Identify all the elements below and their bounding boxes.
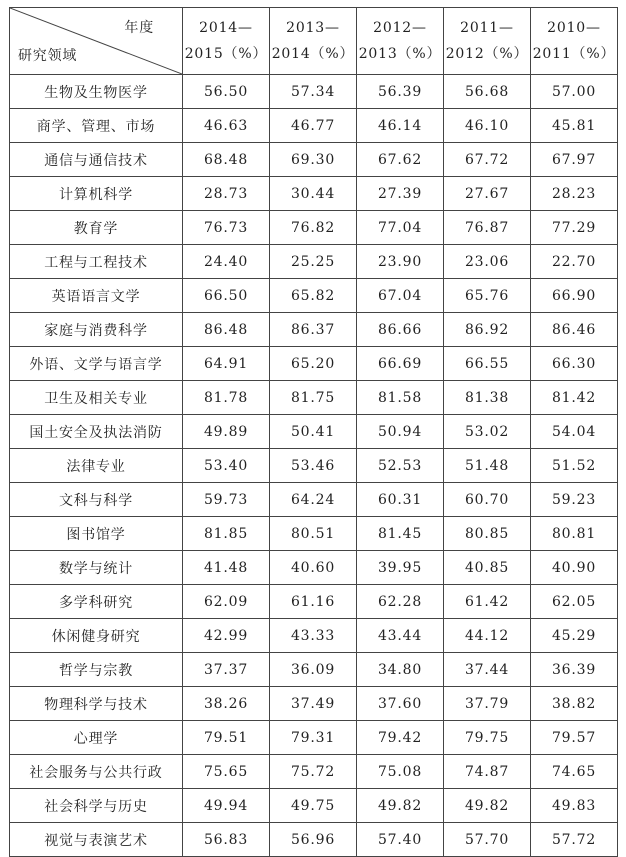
year-header-line1: 2014—: [199, 20, 253, 36]
value-cell: 66.55: [444, 347, 531, 381]
value-cell: 24.40: [183, 245, 270, 279]
value-cell: 57.34: [270, 75, 357, 109]
value-cell: 76.82: [270, 211, 357, 245]
value-cell: 56.83: [183, 823, 270, 857]
value-cell: 46.77: [270, 109, 357, 143]
header-row: [10, 8, 618, 75]
table-row: [10, 313, 618, 347]
field-name-cell: 休闲健身研究: [10, 619, 183, 653]
table-row: [10, 381, 618, 415]
table-row: [10, 177, 618, 211]
value-cell: 74.87: [444, 755, 531, 789]
data-table: [9, 7, 618, 857]
value-cell: 27.67: [444, 177, 531, 211]
field-name-cell: 多学科研究: [10, 585, 183, 619]
field-name-cell: 社会科学与历史: [10, 789, 183, 823]
table-row: [10, 279, 618, 313]
value-cell: 34.80: [357, 653, 444, 687]
field-name-cell: 法律专业: [10, 449, 183, 483]
table-row: [10, 755, 618, 789]
value-cell: 67.72: [444, 143, 531, 177]
value-cell: 51.48: [444, 449, 531, 483]
field-name-cell: 哲学与宗教: [10, 653, 183, 687]
year-header-line1: 2013—: [286, 20, 340, 36]
value-cell: 57.40: [357, 823, 444, 857]
value-cell: 57.70: [444, 823, 531, 857]
field-name-cell: 工程与工程技术: [10, 245, 183, 279]
value-cell: 59.23: [531, 483, 618, 517]
value-cell: 42.99: [183, 619, 270, 653]
year-header-2013: [270, 8, 357, 75]
table-row: [10, 143, 618, 177]
value-cell: 61.16: [270, 585, 357, 619]
value-cell: 80.81: [531, 517, 618, 551]
value-cell: 81.85: [183, 517, 270, 551]
table-row: [10, 415, 618, 449]
table-row: [10, 449, 618, 483]
field-name-cell: 数学与统计: [10, 551, 183, 585]
year-header-2014: [183, 8, 270, 75]
value-cell: 38.26: [183, 687, 270, 721]
field-name-cell: 英语语言文学: [10, 279, 183, 313]
year-header-line1: 2011—: [460, 20, 514, 36]
value-cell: 23.90: [357, 245, 444, 279]
field-name-cell: 商学、管理、市场: [10, 109, 183, 143]
value-cell: 40.90: [531, 551, 618, 585]
value-cell: 65.76: [444, 279, 531, 313]
value-cell: 56.68: [444, 75, 531, 109]
value-cell: 67.04: [357, 279, 444, 313]
value-cell: 53.46: [270, 449, 357, 483]
value-cell: 69.30: [270, 143, 357, 177]
value-cell: 22.70: [531, 245, 618, 279]
value-cell: 76.87: [444, 211, 531, 245]
value-cell: 27.39: [357, 177, 444, 211]
value-cell: 66.90: [531, 279, 618, 313]
year-header-2011: [444, 8, 531, 75]
value-cell: 38.82: [531, 687, 618, 721]
value-cell: 49.82: [357, 789, 444, 823]
value-cell: 77.29: [531, 211, 618, 245]
table-row: [10, 585, 618, 619]
value-cell: 80.85: [444, 517, 531, 551]
value-cell: 60.70: [444, 483, 531, 517]
value-cell: 49.83: [531, 789, 618, 823]
field-name-cell: 文科与科学: [10, 483, 183, 517]
value-cell: 40.85: [444, 551, 531, 585]
value-cell: 75.72: [270, 755, 357, 789]
value-cell: 44.12: [444, 619, 531, 653]
field-name-cell: 视觉与表演艺术: [10, 823, 183, 857]
value-cell: 43.33: [270, 619, 357, 653]
corner-year-label: 年度: [124, 20, 154, 36]
field-name-cell: 教育学: [10, 211, 183, 245]
value-cell: 57.72: [531, 823, 618, 857]
value-cell: 37.44: [444, 653, 531, 687]
year-header-line1: 2012—: [373, 20, 427, 36]
value-cell: 23.06: [444, 245, 531, 279]
value-cell: 61.42: [444, 585, 531, 619]
value-cell: 57.00: [531, 75, 618, 109]
value-cell: 28.23: [531, 177, 618, 211]
field-name-cell: 物理科学与技术: [10, 687, 183, 721]
value-cell: 45.81: [531, 109, 618, 143]
table-row: [10, 109, 618, 143]
value-cell: 79.75: [444, 721, 531, 755]
value-cell: 37.60: [357, 687, 444, 721]
value-cell: 65.20: [270, 347, 357, 381]
value-cell: 45.29: [531, 619, 618, 653]
corner-header-cell: [10, 8, 183, 75]
value-cell: 64.24: [270, 483, 357, 517]
table-row: [10, 789, 618, 823]
value-cell: 66.30: [531, 347, 618, 381]
table-row: [10, 211, 618, 245]
value-cell: 53.02: [444, 415, 531, 449]
field-name-cell: 外语、文学与语言学: [10, 347, 183, 381]
value-cell: 36.09: [270, 653, 357, 687]
table-row: [10, 653, 618, 687]
value-cell: 81.45: [357, 517, 444, 551]
table-row: [10, 551, 618, 585]
value-cell: 86.37: [270, 313, 357, 347]
field-name-cell: 通信与通信技术: [10, 143, 183, 177]
value-cell: 46.10: [444, 109, 531, 143]
year-header-line2: 2015（%）: [184, 46, 268, 62]
year-header-line2: 2014（%）: [271, 46, 355, 62]
value-cell: 79.51: [183, 721, 270, 755]
value-cell: 66.50: [183, 279, 270, 313]
value-cell: 86.46: [531, 313, 618, 347]
value-cell: 66.69: [357, 347, 444, 381]
value-cell: 80.51: [270, 517, 357, 551]
value-cell: 54.04: [531, 415, 618, 449]
value-cell: 67.62: [357, 143, 444, 177]
value-cell: 81.38: [444, 381, 531, 415]
table-row: [10, 823, 618, 857]
table-body: [10, 75, 618, 857]
value-cell: 37.37: [183, 653, 270, 687]
year-header-2012: [357, 8, 444, 75]
value-cell: 28.73: [183, 177, 270, 211]
field-name-cell: 社会服务与公共行政: [10, 755, 183, 789]
value-cell: 81.42: [531, 381, 618, 415]
value-cell: 37.79: [444, 687, 531, 721]
table-row: [10, 347, 618, 381]
table-row: [10, 721, 618, 755]
field-name-cell: 计算机科学: [10, 177, 183, 211]
value-cell: 59.73: [183, 483, 270, 517]
value-cell: 75.08: [357, 755, 444, 789]
value-cell: 37.49: [270, 687, 357, 721]
value-cell: 67.97: [531, 143, 618, 177]
value-cell: 49.82: [444, 789, 531, 823]
value-cell: 79.31: [270, 721, 357, 755]
value-cell: 50.41: [270, 415, 357, 449]
value-cell: 64.91: [183, 347, 270, 381]
value-cell: 52.53: [357, 449, 444, 483]
value-cell: 60.31: [357, 483, 444, 517]
value-cell: 81.78: [183, 381, 270, 415]
value-cell: 56.39: [357, 75, 444, 109]
value-cell: 79.42: [357, 721, 444, 755]
value-cell: 81.75: [270, 381, 357, 415]
field-name-cell: 国土安全及执法消防: [10, 415, 183, 449]
field-name-cell: 生物及生物医学: [10, 75, 183, 109]
field-name-cell: 心理学: [10, 721, 183, 755]
year-header-line2: 2013（%）: [358, 46, 442, 62]
value-cell: 62.05: [531, 585, 618, 619]
value-cell: 56.50: [183, 75, 270, 109]
value-cell: 86.48: [183, 313, 270, 347]
value-cell: 43.44: [357, 619, 444, 653]
table-row: [10, 687, 618, 721]
value-cell: 65.82: [270, 279, 357, 313]
table-row: [10, 245, 618, 279]
value-cell: 49.75: [270, 789, 357, 823]
value-cell: 86.92: [444, 313, 531, 347]
value-cell: 49.94: [183, 789, 270, 823]
field-name-cell: 图书馆学: [10, 517, 183, 551]
value-cell: 30.44: [270, 177, 357, 211]
field-name-cell: 卫生及相关专业: [10, 381, 183, 415]
value-cell: 40.60: [270, 551, 357, 585]
value-cell: 81.58: [357, 381, 444, 415]
value-cell: 79.57: [531, 721, 618, 755]
field-name-cell: 家庭与消费科学: [10, 313, 183, 347]
value-cell: 50.94: [357, 415, 444, 449]
value-cell: 62.09: [183, 585, 270, 619]
corner-field-label: 研究领域: [18, 48, 78, 64]
value-cell: 46.63: [183, 109, 270, 143]
value-cell: 53.40: [183, 449, 270, 483]
table-row: [10, 619, 618, 653]
value-cell: 86.66: [357, 313, 444, 347]
value-cell: 68.48: [183, 143, 270, 177]
value-cell: 62.28: [357, 585, 444, 619]
value-cell: 56.96: [270, 823, 357, 857]
year-header-line2: 2012（%）: [445, 46, 529, 62]
year-header-2010: [531, 8, 618, 75]
value-cell: 25.25: [270, 245, 357, 279]
value-cell: 39.95: [357, 551, 444, 585]
value-cell: 75.65: [183, 755, 270, 789]
year-header-line2: 2011（%）: [532, 46, 616, 62]
value-cell: 74.65: [531, 755, 618, 789]
value-cell: 49.89: [183, 415, 270, 449]
table-row: [10, 483, 618, 517]
value-cell: 46.14: [357, 109, 444, 143]
value-cell: 51.52: [531, 449, 618, 483]
value-cell: 76.73: [183, 211, 270, 245]
value-cell: 77.04: [357, 211, 444, 245]
table-row: [10, 75, 618, 109]
table-row: [10, 517, 618, 551]
value-cell: 41.48: [183, 551, 270, 585]
year-header-line1: 2010—: [547, 20, 601, 36]
value-cell: 36.39: [531, 653, 618, 687]
